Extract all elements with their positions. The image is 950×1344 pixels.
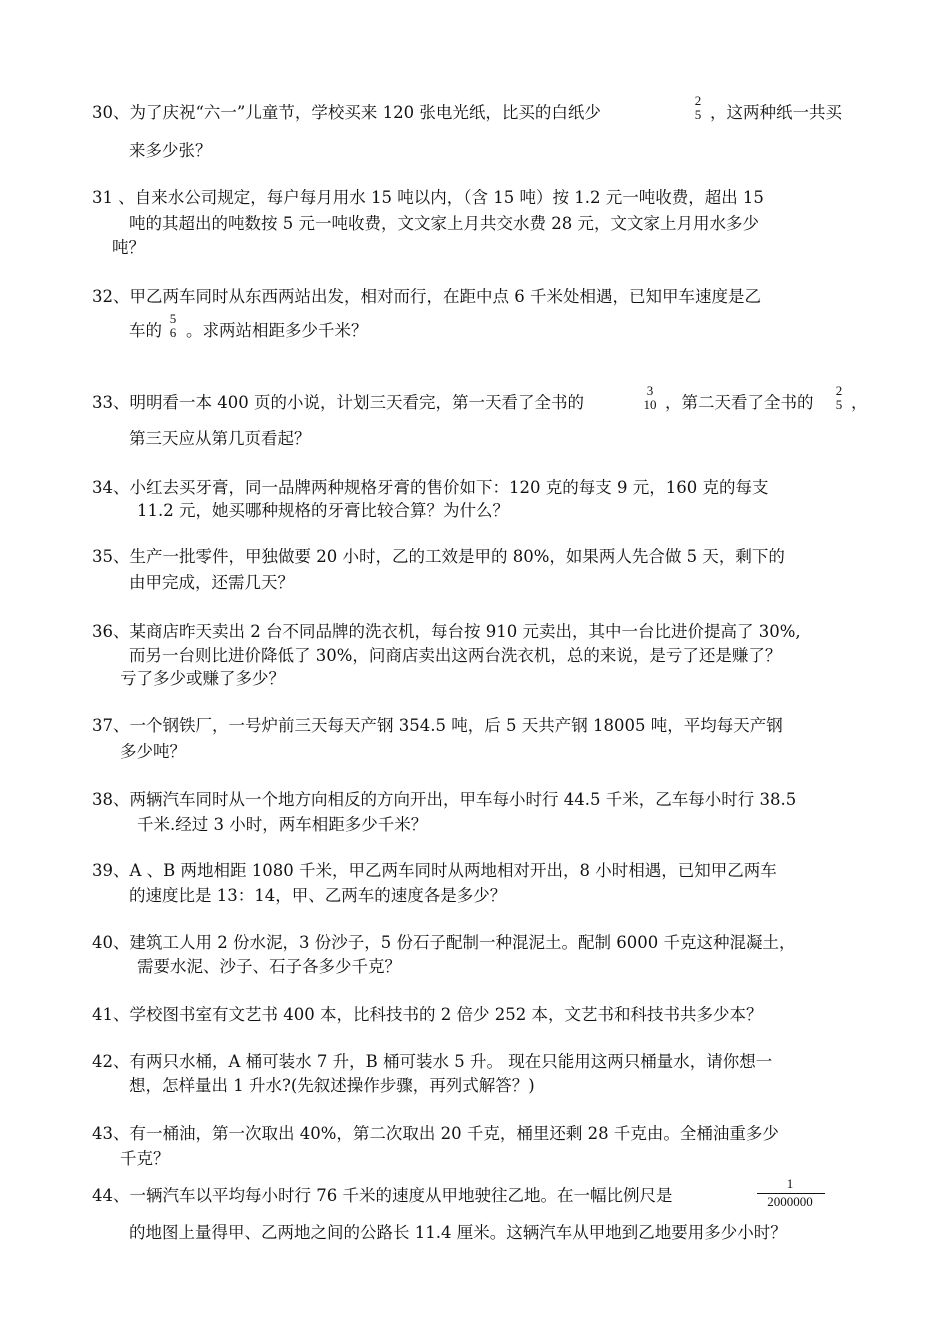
problem-38-line-1: 38、两辆汽车同时从一个地方向相反的方向开出，甲车每小时行 44.5 千米，乙车每小时行 38.5	[92, 790, 797, 809]
problem-43-line-2: 千克？	[120, 1149, 170, 1168]
problem-41-line-1: 41、学校图书室有文艺书 400 本，比科技书的 2 倍少 252 本，文艺书和科技书共多少本？	[92, 1005, 763, 1024]
problem-37-line-2: 多少吨？	[120, 742, 186, 761]
problem-31-line-2: 吨的其超出的吨数按 5 元一吨收费，文文家上月共交水费 28 元，文文家上月用水多少	[129, 214, 759, 233]
problem-32-line-2b: 。求两站相距多少千米？	[186, 321, 368, 340]
problem-43-line-1: 43、有一桶油，第一次取出 40%，第二次取出 20 千克，桶里还剩 28 千克由。全桶油重多少	[92, 1124, 779, 1143]
fraction-denominator: 5	[694, 107, 702, 122]
fraction-numerator: 2	[835, 383, 843, 398]
fraction-2-5	[688, 94, 708, 122]
fraction-numerator: 5	[169, 311, 177, 326]
problem-33-line-1c: ，	[851, 393, 868, 412]
problem-39-line-1: 39、A 、B 两地相距 1080 千米，甲乙两车同时从两地相对开出，8 小时相遇，已知甲乙两车	[92, 861, 777, 880]
problem-38-line-2: 千米.经过 3 小时，两车相距多少千米？	[137, 815, 428, 834]
problem-44-line-2: 的地图上量得甲、乙两地之间的公路长 11.4 厘米。这辆汽车从甲地到乙地要用多少小时？	[129, 1223, 787, 1242]
problem-32-line-2a: 车的	[129, 321, 162, 340]
problem-31-line-1: 31 、自来水公司规定，每户每月用水 15 吨以内，（含 15 吨）按 1.2 元一吨收费，超出 15	[92, 188, 764, 207]
fraction-numerator: 2	[694, 93, 702, 108]
problem-33-line-1b: ，第二天看了全书的	[665, 393, 814, 412]
fraction-numerator: 3	[646, 383, 654, 398]
problem-31-line-3: 吨？	[112, 238, 145, 257]
fraction-5-6	[163, 312, 183, 340]
fraction-denominator: 5	[835, 397, 843, 412]
problem-44-line-1: 44、一辆汽车以平均每小时行 76 千米的速度从甲地驶往乙地。在一幅比例尺是	[92, 1186, 673, 1205]
fraction-bar	[757, 1193, 825, 1194]
problem-42-line-2: 想，怎样量出 1 升水?(先叙述操作步骤，再列式解答？)	[129, 1076, 535, 1095]
problem-40-line-2: 需要水泥、沙子、石子各多少千克？	[137, 957, 401, 976]
problem-30-line-1: 30、为了庆祝“六一”儿童节，学校买来 120 张电光纸，比买的白纸少	[92, 103, 601, 122]
problem-36-line-2: 而另一台则比进价降低了 30%，问商店卖出这两台洗衣机，总的来说，是亏了还是赚了？	[129, 646, 782, 665]
fraction-numerator: 1	[786, 1176, 794, 1191]
problem-34-line-2: 11.2 元，她买哪种规格的牙膏比较合算？为什么？	[137, 501, 509, 520]
problem-35-line-1: 35、生产一批零件，甲独做要 20 小时，乙的工效是甲的 80%，如果两人先合做 5 天，剩下的	[92, 547, 785, 566]
problem-30-line-2: 来多少张？	[129, 141, 212, 160]
problem-39-line-2: 的速度比是 13：14，甲、乙两车的速度各是多少？	[129, 886, 507, 905]
fraction-denominator: 10	[643, 397, 657, 412]
fraction-3-10	[637, 384, 663, 412]
fraction-2-5	[829, 384, 849, 412]
problem-33-line-2: 第三天应从第几页看起？	[129, 429, 311, 448]
problem-35-line-2: 由甲完成，还需几天？	[129, 573, 294, 592]
problem-37-line-1: 37、一个钢铁厂，一号炉前三天每天产钢 354.5 吨，后 5 天共产钢 18005 吨，平均每天产钢	[92, 716, 783, 735]
problem-36-line-3: 亏了多少或赚了多少？	[120, 669, 285, 688]
problem-36-line-1: 36、某商店昨天卖出 2 台不同品牌的洗衣机，每台按 910 元卖出，其中一台比进价提高了 30%,	[92, 622, 801, 641]
problem-33-line-1a: 33、明明看一本 400 页的小说，计划三天看完，第一天看了全书的	[92, 393, 584, 412]
problem-30-line-1b: ，这两种纸一共买	[710, 103, 842, 122]
problem-34-line-1: 34、小红去买牙膏，同一品牌两种规格牙膏的售价如下：120 克的每支 9 元，160 克的每支	[92, 478, 769, 497]
problem-32-line-1: 32、甲乙两车同时从东西两站出发，相对而行，在距中点 6 千米处相遇，已知甲车速度是乙	[92, 287, 761, 306]
fraction-denominator: 2000000	[767, 1194, 813, 1209]
fraction-denominator: 6	[169, 325, 177, 340]
problem-42-line-1: 42、有两只水桶，A 桶可装水 7 升，B 桶可装水 5 升。 现在只能用这两只桶量水，请你想一	[92, 1052, 773, 1071]
problem-40-line-1: 40、建筑工人用 2 份水泥，3 份沙子，5 份石子配制一种混泥土。配制 6000 千克这种混凝土，	[92, 933, 796, 952]
